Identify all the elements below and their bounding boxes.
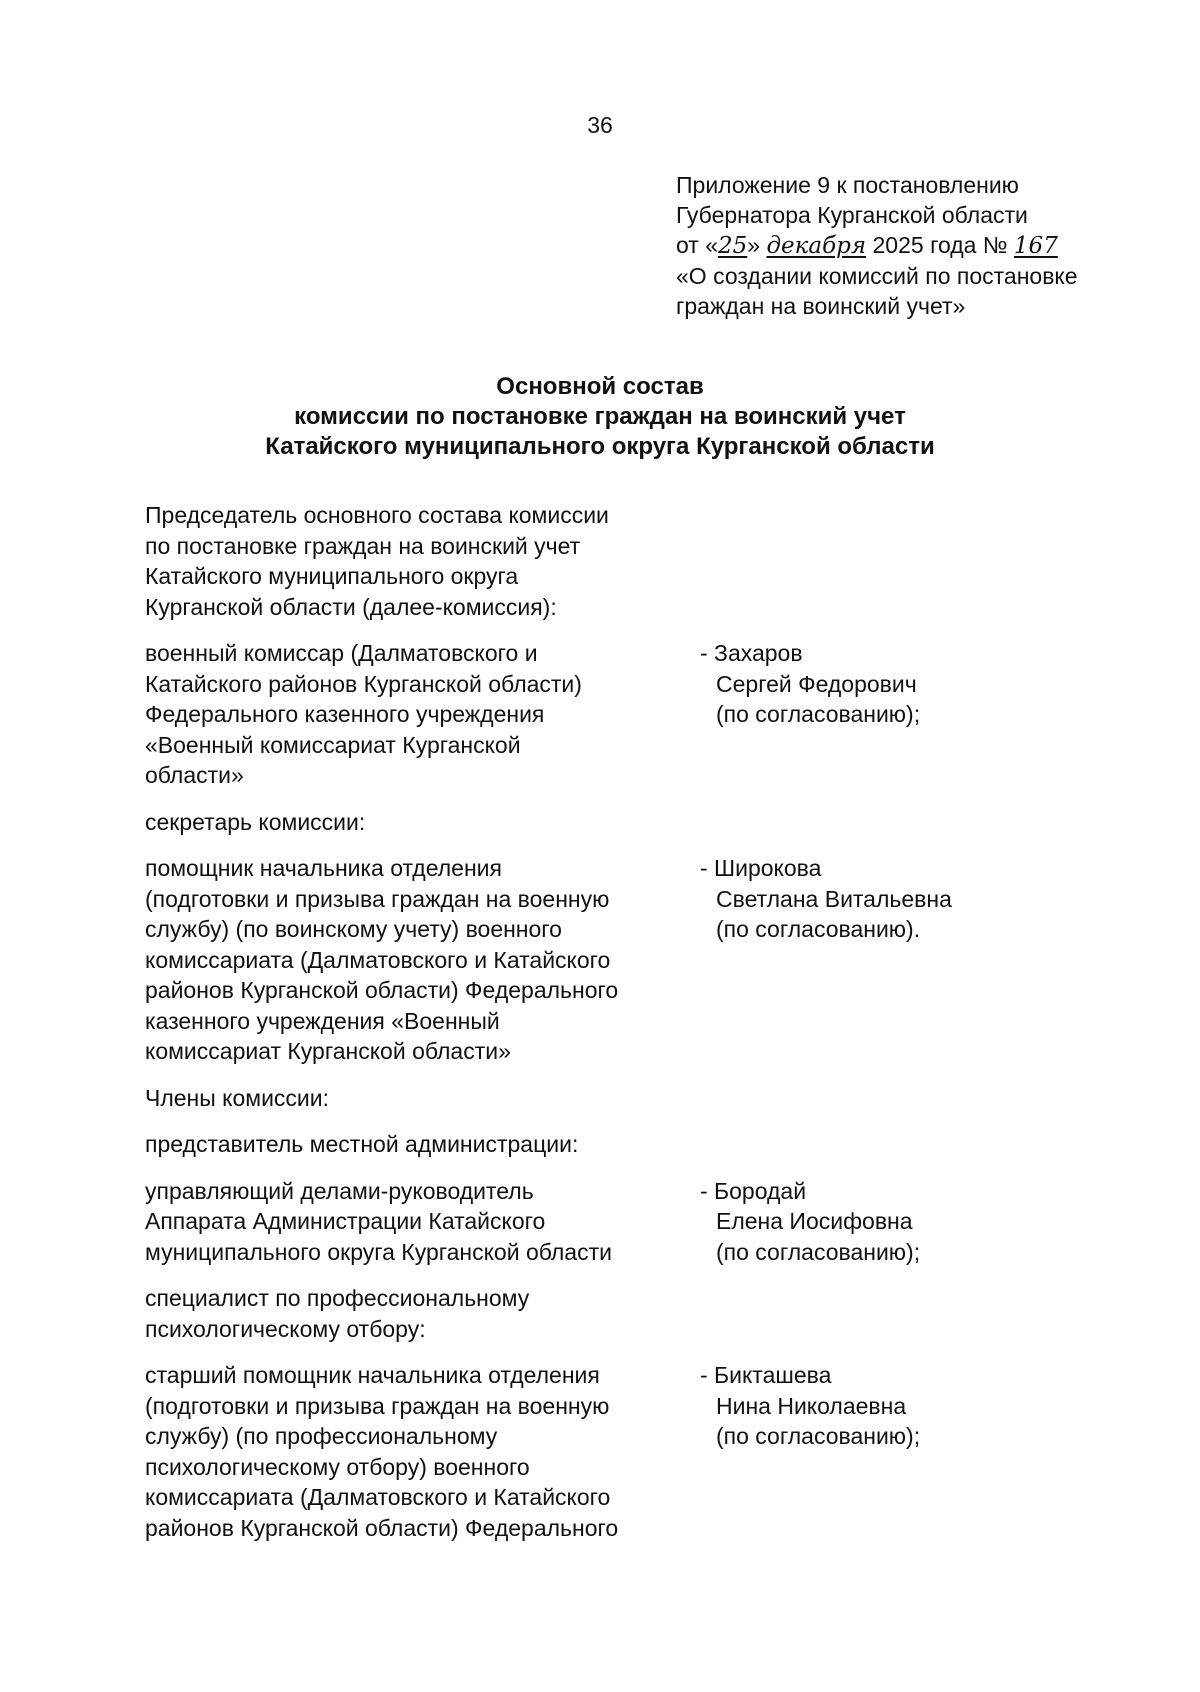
member-name-line: (по согласованию); [716,1238,921,1265]
position-line: Курганской области (далее-комиссия): [145,593,557,620]
position-line: районов Курганской области) Федерального [145,1514,619,1541]
handwritten-day: 25 [718,233,748,259]
member-name-line: - Широкова [700,855,822,881]
appendix-line-3 [676,230,1176,261]
member-name-line: - Бородай [700,1177,807,1204]
document-title [0,372,1200,462]
date-year: 2025 года № [866,232,1014,258]
position-description [145,500,945,622]
position-line: (подготовки и призыва граждан на военную [145,885,610,912]
position-description [145,1283,945,1344]
member-name-line: (по согласованию); [716,701,921,727]
position-line: Аппарата Администрации Катайского [145,1208,546,1234]
position-description [145,1129,945,1160]
position-line: службу) (по воинскому учету) военного [145,916,562,942]
appendix-line-4: «О создании комиссий по постановке [676,263,1078,289]
composition-row [145,638,1145,791]
position-description [145,853,700,1067]
member-name-line: Светлана Витальевна [716,885,952,912]
composition-row [145,500,1145,622]
position-line: (подготовки и призыва граждан на военную [145,1392,610,1419]
title-line-3: Катайского муниципального округа Курганской области [265,433,935,460]
date-mid: » [747,232,767,258]
composition-row [145,853,1145,1067]
page-number: 36 [587,112,613,138]
appendix-line-2: Губернатора Курганской области [676,202,1028,228]
handwritten-month: декабря [766,233,867,259]
position-line: старший помощник начальника отделения [145,1362,600,1388]
member-name-line: (по согласованию). [716,916,921,942]
member-name-line: - Захаров [700,640,803,666]
position-description [145,1176,700,1268]
position-line: секретарь комиссии: [145,808,366,835]
position-description [145,638,700,791]
member-name [700,853,1100,1067]
position-line: специалист по профессиональному [145,1285,530,1311]
member-name [700,1360,1100,1543]
position-line: представитель местной администрации: [145,1131,579,1157]
composition-row [145,807,1145,838]
position-description [145,1083,945,1114]
appendix-header [676,170,1176,321]
position-line: «Военный комиссариат Курганской [145,731,521,758]
position-line: по постановке граждан на воинский учет [145,532,581,559]
position-line: службу) (по профессиональному [145,1423,498,1449]
position-line: управляющий делами-руководитель [145,1177,534,1204]
composition-row [145,1176,1145,1268]
member-name-line: Нина Николаевна [716,1392,907,1419]
position-description [145,1360,700,1543]
position-line: Члены комиссии: [145,1084,330,1111]
position-line: комиссариат Курганской области» [145,1038,511,1064]
position-line: психологическому отбору) военного [145,1453,530,1480]
position-line: комиссариата (Далматовского и Катайского [145,946,611,973]
member-name-line: (по согласованию); [716,1423,921,1449]
handwritten-number: 167 [1013,233,1058,259]
member-name [700,638,1100,791]
composition-row [145,1360,1145,1543]
member-name-line: - Бикташева [700,1362,832,1388]
composition-row [145,1283,1145,1344]
position-line: военный комиссар (Далматовского и [145,640,538,666]
position-line: казенного учреждения «Военный [145,1007,500,1034]
member-name-line: Сергей Федорович [716,670,917,697]
appendix-line-5: граждан на воинский учет» [676,293,966,319]
composition-list [145,500,1145,1559]
title-line-1: Основной состав [496,373,704,400]
position-line: Федерального казенного учреждения [145,701,545,727]
position-line: Катайского районов Курганской области) [145,670,582,697]
position-line: районов Курганской области) Федерального [145,977,619,1003]
composition-row [145,1129,1145,1160]
position-line: области» [145,762,244,788]
appendix-line-1: Приложение 9 к постановлению [676,172,1019,198]
member-name [700,1176,1100,1268]
position-line: Катайского муниципального округа [145,563,519,589]
position-line: Председатель основного состава комиссии [145,502,609,528]
date-prefix: от « [676,232,719,258]
position-line: помощник начальника отделения [145,855,502,881]
position-description [145,807,945,838]
position-line: комиссариата (Далматовского и Катайского [145,1484,611,1510]
position-line: психологическому отбору: [145,1315,426,1342]
composition-row [145,1083,1145,1114]
position-line: муниципального округа Курганской области [145,1238,612,1265]
title-line-2: комиссии по постановке граждан на воинский учет [294,403,906,430]
member-name-line: Елена Иосифовна [716,1208,913,1234]
